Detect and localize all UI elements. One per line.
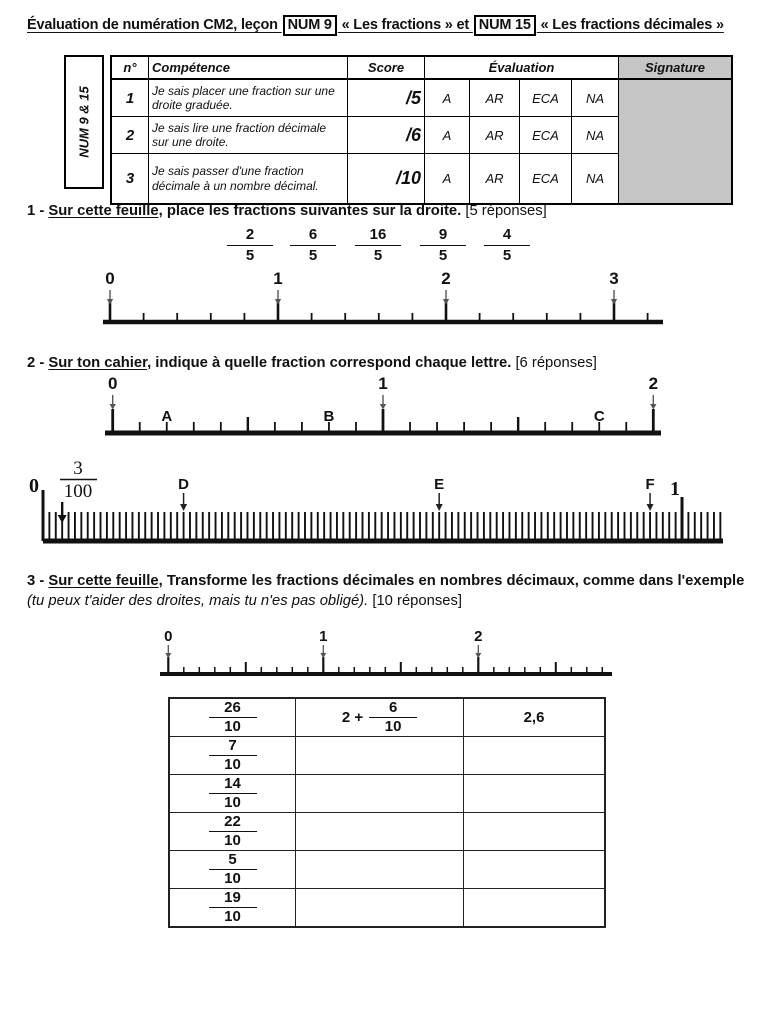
example-row (169, 698, 605, 737)
section3-italic: (tu peux t'aider des droites, mais tu n'es pas obligé). (27, 592, 373, 609)
competence-text: Je sais placer une fraction sur une droite graduée. (149, 79, 348, 117)
row-number: 3 (111, 154, 149, 205)
section1-number: 1 - (27, 203, 49, 219)
answer-cell-decomposition (296, 889, 464, 928)
col-header-evaluation: Évaluation (425, 56, 619, 79)
lesson-code-num9: NUM 9 (283, 15, 337, 36)
answer-cell-decomposition (296, 851, 464, 889)
side-label-cell (64, 55, 104, 189)
col-header-signature: Signature (619, 56, 733, 79)
title-suffix: « Les fractions décimales » (536, 17, 724, 33)
section2-count: [6 réponses] (515, 355, 597, 371)
eval-option-eca: ECA (520, 79, 572, 117)
example-decimal: 2,6 (464, 698, 606, 737)
competence-text: Je sais lire une fraction décimale sur une droite. (149, 117, 348, 154)
section3-number: 3 - (27, 573, 49, 589)
col-header-score: Score (348, 56, 425, 79)
eval-option-a: A (425, 79, 470, 117)
answer-cell-decomposition (296, 813, 464, 851)
svg-text:100: 100 (63, 481, 93, 502)
answer-cell-decimal (464, 737, 606, 775)
table-row (169, 737, 605, 775)
answer-cell-decimal (464, 813, 606, 851)
svg-text:C: C (593, 408, 605, 425)
section2-underlined: Sur ton cahier (48, 355, 148, 371)
lesson-code-num15: NUM 15 (474, 15, 536, 36)
section1-rest: , place les fractions suivantes sur la droite. (158, 203, 466, 219)
svg-text:3: 3 (73, 458, 83, 479)
fraction-9-5: 9 5 (420, 226, 466, 265)
number-line-tenths (0, 372, 768, 448)
fraction-2-5: 2 5 (227, 226, 273, 265)
section1-heading (27, 202, 747, 222)
col-header-competence: Compétence (149, 56, 348, 79)
svg-text:2: 2 (648, 374, 659, 393)
fraction-22-10: $\frac{22}{10}$ (169, 813, 296, 851)
table-row (169, 851, 605, 889)
section2-number: 2 - (27, 355, 49, 371)
eval-option-eca: ECA (520, 117, 572, 154)
fraction-7-10: $\frac{7}{10}$ (169, 737, 296, 775)
answer-cell-decimal (464, 889, 606, 928)
svg-text:D: D (178, 476, 190, 493)
eval-option-na: NA (572, 79, 619, 117)
eval-option-a: A (425, 117, 470, 154)
section3-rest: , Transforme les fractions décimales en nombres décimaux, comme dans l'exemple (158, 573, 745, 589)
eval-option-na: NA (572, 117, 619, 154)
svg-text:0: 0 (107, 374, 118, 393)
row-number: 1 (111, 79, 149, 117)
eval-option-ar: AR (470, 117, 520, 154)
section3-underlined: Sur cette feuille (48, 573, 159, 589)
competence-grid (110, 55, 733, 205)
row-number: 2 (111, 117, 149, 154)
page-title (27, 15, 753, 36)
score-cell: /6 (348, 117, 425, 154)
svg-text:1: 1 (378, 374, 388, 393)
table-row (169, 813, 605, 851)
conversion-table (168, 697, 606, 928)
svg-text:0: 0 (29, 475, 39, 497)
svg-text:E: E (434, 476, 445, 493)
svg-text:0: 0 (105, 269, 115, 288)
section2-rest: , indique à quelle fraction correspond chaque lettre. (147, 355, 516, 371)
answer-cell-decomposition (296, 775, 464, 813)
side-label: NUM 9 & 15 (76, 86, 92, 158)
svg-text:1: 1 (670, 478, 680, 500)
svg-text:1: 1 (319, 628, 328, 645)
fraction-5-10: $\frac{5}{10}$ (169, 851, 296, 889)
score-cell: /5 (348, 79, 425, 117)
eval-option-ar: AR (470, 154, 520, 205)
svg-text:B: B (323, 408, 335, 425)
svg-text:2: 2 (441, 269, 451, 288)
fraction-26-10: $\frac{26}{10}$ (169, 698, 296, 737)
eval-option-a: A (425, 154, 470, 205)
number-line-hundredths-ruler (0, 452, 768, 552)
svg-text:0: 0 (164, 628, 173, 645)
signature-cell (619, 79, 733, 204)
svg-text:A: A (161, 408, 173, 425)
fraction-4-5: 4 5 (484, 226, 530, 265)
answer-cell-decimal (464, 775, 606, 813)
competence-text: Je sais passer d'une fraction décimale à un nombre décimal. (149, 154, 348, 205)
fraction-6-5: 6 5 (290, 226, 336, 265)
section3-heading (27, 572, 745, 612)
eval-option-eca: ECA (520, 154, 572, 205)
fraction-14-10: $\frac{14}{10}$ (169, 775, 296, 813)
competence-row (111, 79, 732, 117)
fraction-19-10: $\frac{19}{10}$ (169, 889, 296, 928)
example-decomposition: 2 + $\frac{6}{10}$ (296, 698, 464, 737)
score-cell: /10 (348, 154, 425, 205)
section2-heading (27, 354, 747, 374)
number-line-fifths (0, 266, 768, 336)
section1-count: [5 réponses] (465, 203, 547, 219)
answer-cell-decimal (464, 851, 606, 889)
eval-option-na: NA (572, 154, 619, 205)
svg-text:1: 1 (273, 269, 283, 288)
eval-option-ar: AR (470, 79, 520, 117)
svg-text:2: 2 (474, 628, 483, 645)
title-prefix: Évaluation de numération CM2, leçon (27, 17, 282, 33)
svg-text:F: F (645, 476, 655, 493)
col-header-num: n° (111, 56, 149, 79)
table-row (169, 775, 605, 813)
title-mid: « Les fractions » et (337, 17, 473, 33)
fraction-16-5: 16 5 (355, 226, 401, 265)
competence-table (64, 55, 733, 205)
section1-underlined: Sur cette feuille (48, 203, 159, 219)
table-row (169, 889, 605, 928)
number-line-example (0, 626, 768, 688)
section3-count: [10 réponses] (372, 592, 463, 609)
answer-cell-decomposition (296, 737, 464, 775)
svg-text:3: 3 (609, 269, 619, 288)
